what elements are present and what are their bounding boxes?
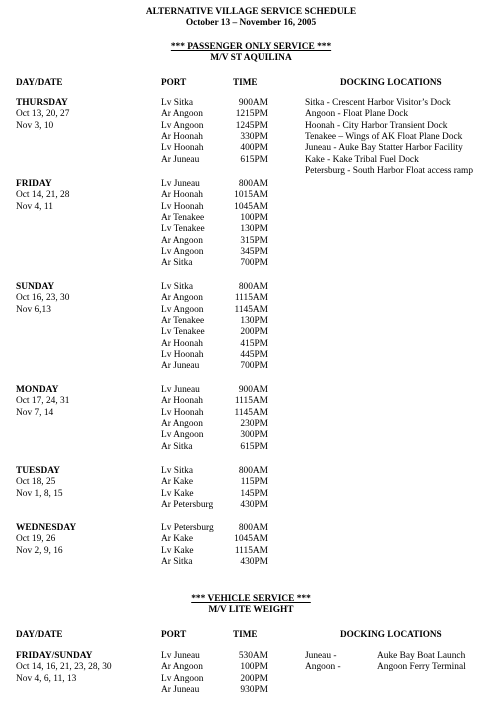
port-cell: Ar Juneau (161, 685, 200, 696)
port-cell: Lv Petersburg (161, 523, 214, 533)
time-cell: 530AM (238, 651, 268, 661)
time-cell: 330PM (240, 132, 268, 143)
port-cell: Lv Angoon (161, 247, 204, 258)
date-range: October 13 – November 16, 2005 (185, 18, 317, 28)
time-cell: 1045AM (234, 201, 268, 212)
time-cell: 1145AM (234, 304, 268, 315)
time-cell: 1015AM (234, 190, 268, 201)
time-cell: 800AM (238, 179, 268, 189)
col-header-docking-2: DOCKING LOCATIONS (340, 629, 442, 639)
passenger-service-heading: *** PASSENGER ONLY SERVICE *** (170, 42, 332, 52)
port-cell: Ar Kake (161, 534, 194, 545)
time-cell: 1115AM (234, 545, 268, 556)
time-cell: 130PM (240, 224, 268, 235)
day-name: MONDAY (16, 385, 59, 395)
docking-location: Petersburg - South Harbor Float access ramp (305, 166, 474, 177)
docking-location: Auke Bay Boat Launch (377, 651, 466, 661)
port-cell: Ar Hoonah (161, 396, 203, 407)
port-cell: Lv Hoonah (161, 350, 204, 361)
time-cell: 700PM (240, 361, 268, 372)
document-title: ALTERNATIVE VILLAGE SERVICE SCHEDULE (145, 7, 357, 17)
time-cell: 430PM (240, 500, 268, 511)
time-cell: 430PM (240, 557, 268, 568)
port-cell: Lv Tenakee (161, 224, 205, 235)
port-cell: Ar Angoon (161, 293, 203, 304)
day-name: WEDNESDAY (16, 523, 77, 533)
docking-location: Sitka - Crescent Harbor Visitor’s Dock (305, 98, 451, 108)
port-cell: Lv Angoon (161, 430, 204, 441)
docking-location: Juneau - Auke Bay Statter Harbor Facility (305, 143, 463, 154)
day-dates: Nov 3, 10 (16, 120, 54, 131)
port-cell: Lv Angoon (161, 673, 204, 684)
time-cell: 415PM (240, 338, 268, 349)
port-cell: Lv Sitka (161, 98, 194, 108)
port-cell: Ar Juneau (161, 361, 200, 372)
time-cell: 115PM (240, 477, 268, 488)
time-cell: 100PM (240, 213, 268, 224)
day-dates: Oct 19, 26 (16, 534, 56, 545)
time-cell: 315PM (240, 235, 268, 246)
vehicle-service-heading: *** VEHICLE SERVICE *** (191, 594, 311, 604)
port-cell: Ar Petersburg (161, 500, 214, 511)
docking-location: Angoon Ferry Terminal (377, 662, 466, 673)
day-dates: Nov 7, 14 (16, 407, 54, 418)
port-cell: Lv Juneau (161, 179, 200, 189)
day-name: FRIDAY/SUNDAY (16, 651, 93, 661)
day-dates: Nov 1, 8, 15 (16, 488, 63, 499)
port-cell: Ar Juneau (161, 154, 200, 165)
port-cell: Lv Kake (161, 545, 194, 556)
time-cell: 1245PM (235, 120, 268, 131)
day-dates: Nov 2, 9, 16 (16, 545, 63, 556)
port-cell: Lv Hoonah (161, 201, 204, 212)
port-cell: Ar Angoon (161, 235, 203, 246)
time-cell: 900AM (238, 98, 268, 108)
time-cell: 800AM (238, 466, 268, 476)
port-cell: Lv Kake (161, 488, 194, 499)
time-cell: 1215PM (235, 109, 268, 120)
port-cell: Lv Hoonah (161, 407, 204, 418)
port-cell: Ar Sitka (161, 441, 193, 452)
port-cell: Ar Tenakee (161, 213, 205, 224)
port-cell: Lv Hoonah (161, 143, 204, 154)
time-cell: 1045AM (234, 534, 268, 545)
docking-place: Angoon - (305, 662, 341, 673)
port-cell: Lv Angoon (161, 120, 204, 131)
col-header-port: PORT (161, 77, 187, 87)
col-header-day: DAY/DATE (16, 77, 63, 87)
time-cell: 200PM (240, 327, 268, 338)
time-cell: 345PM (240, 247, 268, 258)
day-dates: Nov 4, 6, 11, 13 (16, 673, 77, 684)
port-cell: Ar Hoonah (161, 132, 203, 143)
vehicle-vessel-name: M/V LITE WEIGHT (208, 605, 294, 615)
port-cell: Lv Tenakee (161, 327, 205, 338)
time-cell: 200PM (240, 673, 268, 684)
port-cell: Ar Sitka (161, 557, 193, 568)
docking-location: Angoon - Float Plane Dock (305, 109, 409, 120)
time-cell: 100PM (240, 662, 268, 673)
day-dates: Nov 4, 11 (16, 201, 53, 212)
time-cell: 1115AM (234, 293, 268, 304)
docking-location: Kake - Kake Tribal Fuel Dock (305, 154, 419, 165)
time-cell: 615PM (240, 154, 268, 165)
day-dates: Oct 16, 23, 30 (16, 293, 70, 304)
port-cell: Lv Angoon (161, 304, 204, 315)
day-dates: Nov 6,13 (16, 304, 51, 315)
time-cell: 900AM (238, 385, 268, 395)
port-cell: Ar Hoonah (161, 190, 203, 201)
day-name: SUNDAY (16, 282, 55, 292)
time-cell: 800AM (238, 282, 268, 292)
time-cell: 1145AM (234, 407, 268, 418)
day-name: FRIDAY (16, 179, 52, 189)
port-cell: Lv Juneau (161, 651, 200, 661)
col-header-time: TIME (233, 77, 258, 87)
day-dates: Oct 14, 21, 28 (16, 190, 70, 201)
port-cell: Ar Angoon (161, 419, 203, 430)
passenger-vessel-name: M/V ST AQUILINA (210, 53, 292, 63)
docking-location: Hoonah - City Harbor Transient Dock (305, 120, 448, 131)
col-header-port-2: PORT (161, 629, 187, 639)
time-cell: 130PM (240, 316, 268, 327)
time-cell: 930PM (240, 685, 268, 696)
time-cell: 445PM (240, 350, 268, 361)
col-header-time-2: TIME (233, 629, 258, 639)
port-cell: Lv Sitka (161, 282, 194, 292)
time-cell: 700PM (240, 258, 268, 269)
port-cell: Lv Sitka (161, 466, 194, 476)
time-cell: 145PM (240, 488, 268, 499)
port-cell: Ar Hoonah (161, 338, 203, 349)
col-header-docking: DOCKING LOCATIONS (340, 77, 442, 87)
time-cell: 400PM (240, 143, 268, 154)
docking-location: Tenakee – Wings of AK Float Plane Dock (305, 132, 463, 143)
day-dates: Oct 17, 24, 31 (16, 396, 70, 407)
time-cell: 800AM (238, 523, 268, 533)
day-name: THURSDAY (16, 98, 68, 108)
port-cell: Ar Angoon (161, 662, 203, 673)
time-cell: 300PM (240, 430, 268, 441)
time-cell: 615PM (240, 441, 268, 452)
port-cell: Lv Juneau (161, 385, 200, 395)
time-cell: 230PM (240, 419, 268, 430)
col-header-day-2: DAY/DATE (16, 629, 63, 639)
time-cell: 1115AM (234, 396, 268, 407)
docking-place: Juneau - (305, 651, 337, 661)
day-dates: Oct 18, 25 (16, 477, 56, 488)
port-cell: Ar Tenakee (161, 316, 205, 327)
day-dates: Oct 13, 20, 27 (16, 109, 70, 120)
port-cell: Ar Kake (161, 477, 194, 488)
port-cell: Ar Sitka (161, 258, 193, 269)
day-dates: Oct 14, 16, 21, 23, 28, 30 (16, 662, 112, 673)
day-name: TUESDAY (16, 466, 60, 476)
port-cell: Ar Angoon (161, 109, 203, 120)
